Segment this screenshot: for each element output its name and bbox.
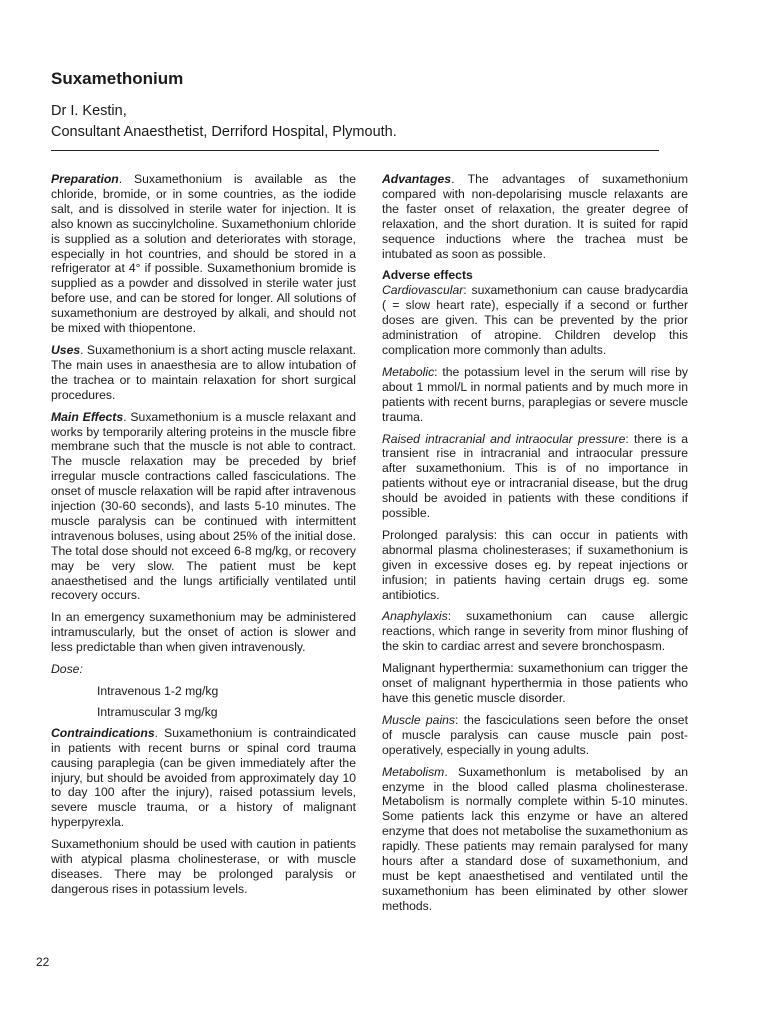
author-block — [51, 101, 397, 143]
main-effects-text: . Suxamethonium is a muscle relaxant and works by temporarily altering proteins in the muscle fibre membrane such that the muscle is not able to contract. The muscle relaxation may be preceded by brief irregular muscle contractions called fasciculations. The onset of muscle relaxation will be rapid after intravenous injection (30-60 seconds), and lasts 5-10 minutes. The muscle paralysis can be continued with intermittent intravenous boluses, using about 25% of the initial dose. The total dose should not exceed 6-8 mg/kg, or recovery may be very slow. The patient must be kept anaesthetised and the lungs artificially ventilated until recovery occurs. — [51, 409, 356, 603]
malignant-hyperthermia-paragraph: Malignant hyperthermia: suxamethonium can trigger the onset of malignant hyperthermia in those patients who have this genetic muscle disorder. — [382, 661, 688, 705]
intracranial-pressure-paragraph — [382, 432, 688, 521]
muscle-pains-label: Muscle pains — [382, 712, 456, 727]
muscle-pains-paragraph — [382, 713, 688, 758]
cardiovascular-label: Cardiovascular — [382, 283, 464, 298]
contraindications-paragraph — [51, 726, 356, 830]
metabolic-label: Metabolic — [382, 364, 435, 379]
prolonged-paralysis-paragraph: Prolonged paralysis: this can occur in patients with abnormal plasma cholinesterases; if suxamethonium is given in excessive doses eg. by repeat injections or infusion; in patients having certain drugs eg. some antibiotics. — [382, 527, 688, 602]
metabolic-text: : the potassium level in the serum will rise by about 1 mmol/L in normal patients and by much more in patients with recent burns, paraplegias or severe muscle trauma. — [382, 364, 688, 424]
main-effects-label: Main Effects — [51, 409, 124, 424]
header-divider — [51, 150, 659, 151]
uses-paragraph — [51, 343, 356, 403]
metabolism-text: . Suxamethonlum is metabolised by an enzyme in the blood called plasma cholinesterase. Metabolism is normally complete within 5-10 minutes. Some patients lack this enzyme or have an altered enzyme that does not metabolise the suxamethonium as rapidly. These patients may remain paralysed for many hours after a standard dose of suxamethonium, and must be kept anaesthetised and ventilated until the suxamethonium has been eliminated by other slower methods. — [382, 764, 688, 913]
advantages-paragraph — [382, 172, 688, 261]
contraindications-text: . Suxamethonium is contraindicated in patients with recent burns or spinal cord trauma causing paraplegia (can be given immediately after the injury, but should be avoided from approximately day 10 to day 100 after the injury), raised potassium levels, severe muscle trauma, or a history of malignant hyperpyrexla. — [51, 725, 356, 830]
right-column — [382, 172, 688, 921]
anaphylaxis-paragraph — [382, 609, 688, 654]
page-number: 22 — [36, 955, 50, 969]
metabolism-label: Metabolism — [382, 764, 445, 779]
emergency-paragraph: In an emergency suxamethonium may be administered intramuscularly, but the onset of action is slower and less predictable than when given intravenously. — [51, 610, 356, 655]
contraindications-label: Contraindications — [51, 725, 155, 740]
cardiovascular-paragraph — [382, 283, 688, 358]
author-affiliation: Consultant Anaesthetist, Derriford Hospital, Plymouth. — [51, 124, 397, 140]
preparation-paragraph — [51, 172, 356, 336]
left-column — [51, 172, 356, 904]
metabolism-paragraph — [382, 765, 688, 914]
advantages-text: . The advantages of suxamethonium compared with non-depolarising muscle relaxants are the faster onset of relaxation, the greater degree of relaxation, and the short duration. It is suited for rapid sequence inductions where the trachea must be intubated as soon as possible. — [382, 172, 688, 261]
intracranial-pressure-label: Raised intracranial and intraocular pressure — [382, 431, 626, 446]
metabolic-paragraph — [382, 365, 688, 425]
advantages-label: Advantages — [382, 172, 452, 186]
preparation-label: Preparation — [51, 172, 119, 186]
anaphylaxis-label: Anaphylaxis — [382, 609, 448, 624]
adverse-effects-heading: Adverse effects — [382, 268, 473, 283]
caution-paragraph: Suxamethonium should be used with caution in patients with atypical plasma cholinesterase, or with muscle diseases. There may be prolonged paralysis or dangerous rises in potassium levels. — [51, 837, 356, 896]
preparation-text: . Suxamethonium is available as the chloride, bromide, or in some countries, as the iodide salt, and is dissolved in sterile water for injection. It is also known as succinylcholine. Suxamethonium chloride is supplied as a solution and deteriorates with storage, especially in hot countries, and should be stored in a refrigerator at 4° if possible. Suxamethonium bromide is supplied as a powder and dissolved in sterile water just before use, and can be stored for longer. All solutions of suxamethonium are destroyed by alkali, and should not be mixed with thiopentone. — [51, 172, 356, 336]
intracranial-pressure-text: : there is a transient rise in intracranial and intraocular pressure after suxamethonium. This is of no importance in patients without eye or intracranial disease, but the drug should be avoided in patients with these conditions if possible. — [382, 431, 688, 521]
anaphylaxis-text: : suxamethonium can cause allergic reactions, which range in severity from minor flushing of the skin to cardiac arrest and severe bronchospasm. — [382, 609, 688, 654]
main-effects-paragraph — [51, 410, 356, 604]
muscle-pains-text: : the fasciculations seen before the onset of muscle paralysis can cause muscle pain post-operatively, especially in young adults. — [382, 712, 688, 757]
uses-text: . Suxamethonium is a short acting muscle relaxant. The main uses in anaesthesia are to allow intubation of the trachea or to maintain relaxation for short surgical procedures. — [51, 342, 356, 402]
dose-intramuscular: Intramuscular 3 mg/kg — [97, 704, 218, 719]
page-title: Suxamethonium — [51, 69, 184, 88]
cardiovascular-text: : suxamethonium can cause bradycardia ( = slow heart rate), especially if a second or further doses are given. This can be prevented by the prior administration of atropine. Children develop this complication more commonly than adults. — [382, 283, 688, 357]
dose-label: Dose: — [51, 662, 83, 677]
uses-label: Uses — [51, 342, 81, 357]
author-name: Dr I. Kestin, — [51, 103, 127, 119]
dose-intravenous: Intravenous 1-2 mg/kg — [97, 684, 219, 698]
